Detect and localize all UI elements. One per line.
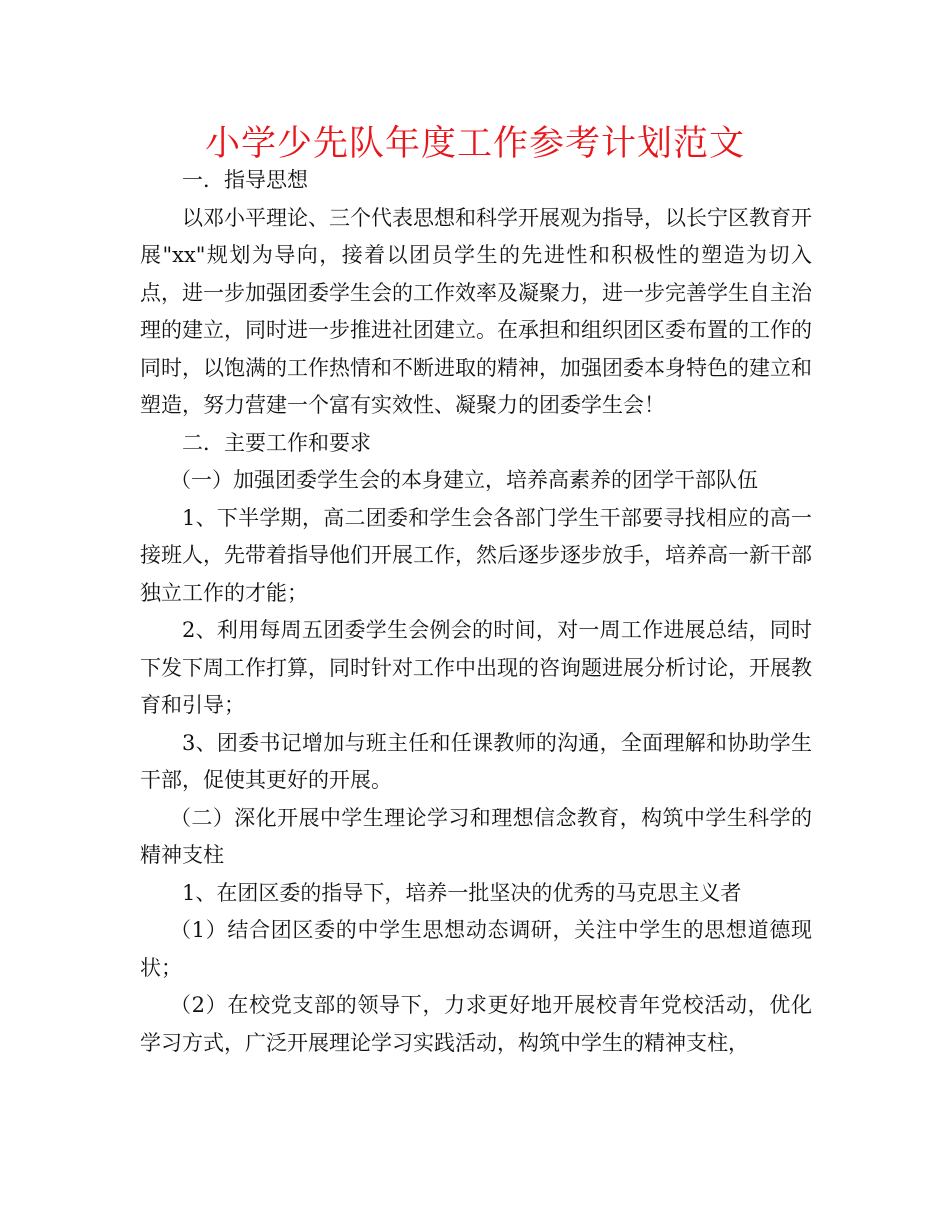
document-title: 小学少先队年度工作参考计划范文 xyxy=(204,124,745,164)
subsection-heading: （一）加强团委学生会的本身建立，培养高素养的团学干部队伍 xyxy=(170,468,758,492)
sub-list-item: （2）在校党支部的领导下，力求更好地开展校青年党校活动，优化学习方式，广泛开展理论学习实践活动，构筑中学生的精神支柱， xyxy=(140,993,812,1055)
document-body xyxy=(140,162,812,1062)
list-item: 3、团委书记增加与班主任和任课教师的沟通，全面理解和协助学生干部，促使其更好的开展。 xyxy=(140,730,812,792)
section-heading-main-work: 二．主要工作和要求 xyxy=(182,430,371,455)
list-item: 2、利用每周五团委学生会例会的时间，对一周工作进展总结，同时下发下周工作打算，同时针对工作中出现的咨询题进展分析讨论，开展教育和引导； xyxy=(140,618,812,717)
body-paragraph: 以邓小平理论、三个代表思想和科学开展观为指导，以长宁区教育开展"xx"规划为导向，接着以团员学生的先进性和积极性的塑造为切入点，进一步加强团委学生会的工作效率及凝聚力，进一步完善学生自主治理的建立，同时进一步推进社团建立。在承担和组织团区委布置的工作的同时，以饱满的工作热情和不断进取的精神，加强团委本身特色的建立和塑造，努力营建一个富有实效性、凝聚力的团委学生会！ xyxy=(140,205,812,417)
sub-list-item: （1）结合团区委的中学生思想动态调研，关注中学生的思想道德现状； xyxy=(140,918,812,980)
list-item: 1、在团区委的指导下，培养一批坚决的优秀的马克思主义者 xyxy=(182,880,742,905)
subsection-heading: （二）深化开展中学生理论学习和理想信念教育，构筑中学生科学的精神支柱 xyxy=(140,805,812,867)
section-heading-guiding-ideology: 一．指导思想 xyxy=(182,168,308,192)
list-item: 1、下半学期，高二团委和学生会各部门学生干部要寻找相应的高一接班人，先带着指导他们开展工作，然后逐步逐步放手，培养高一新干部独立工作的才能； xyxy=(140,505,812,605)
